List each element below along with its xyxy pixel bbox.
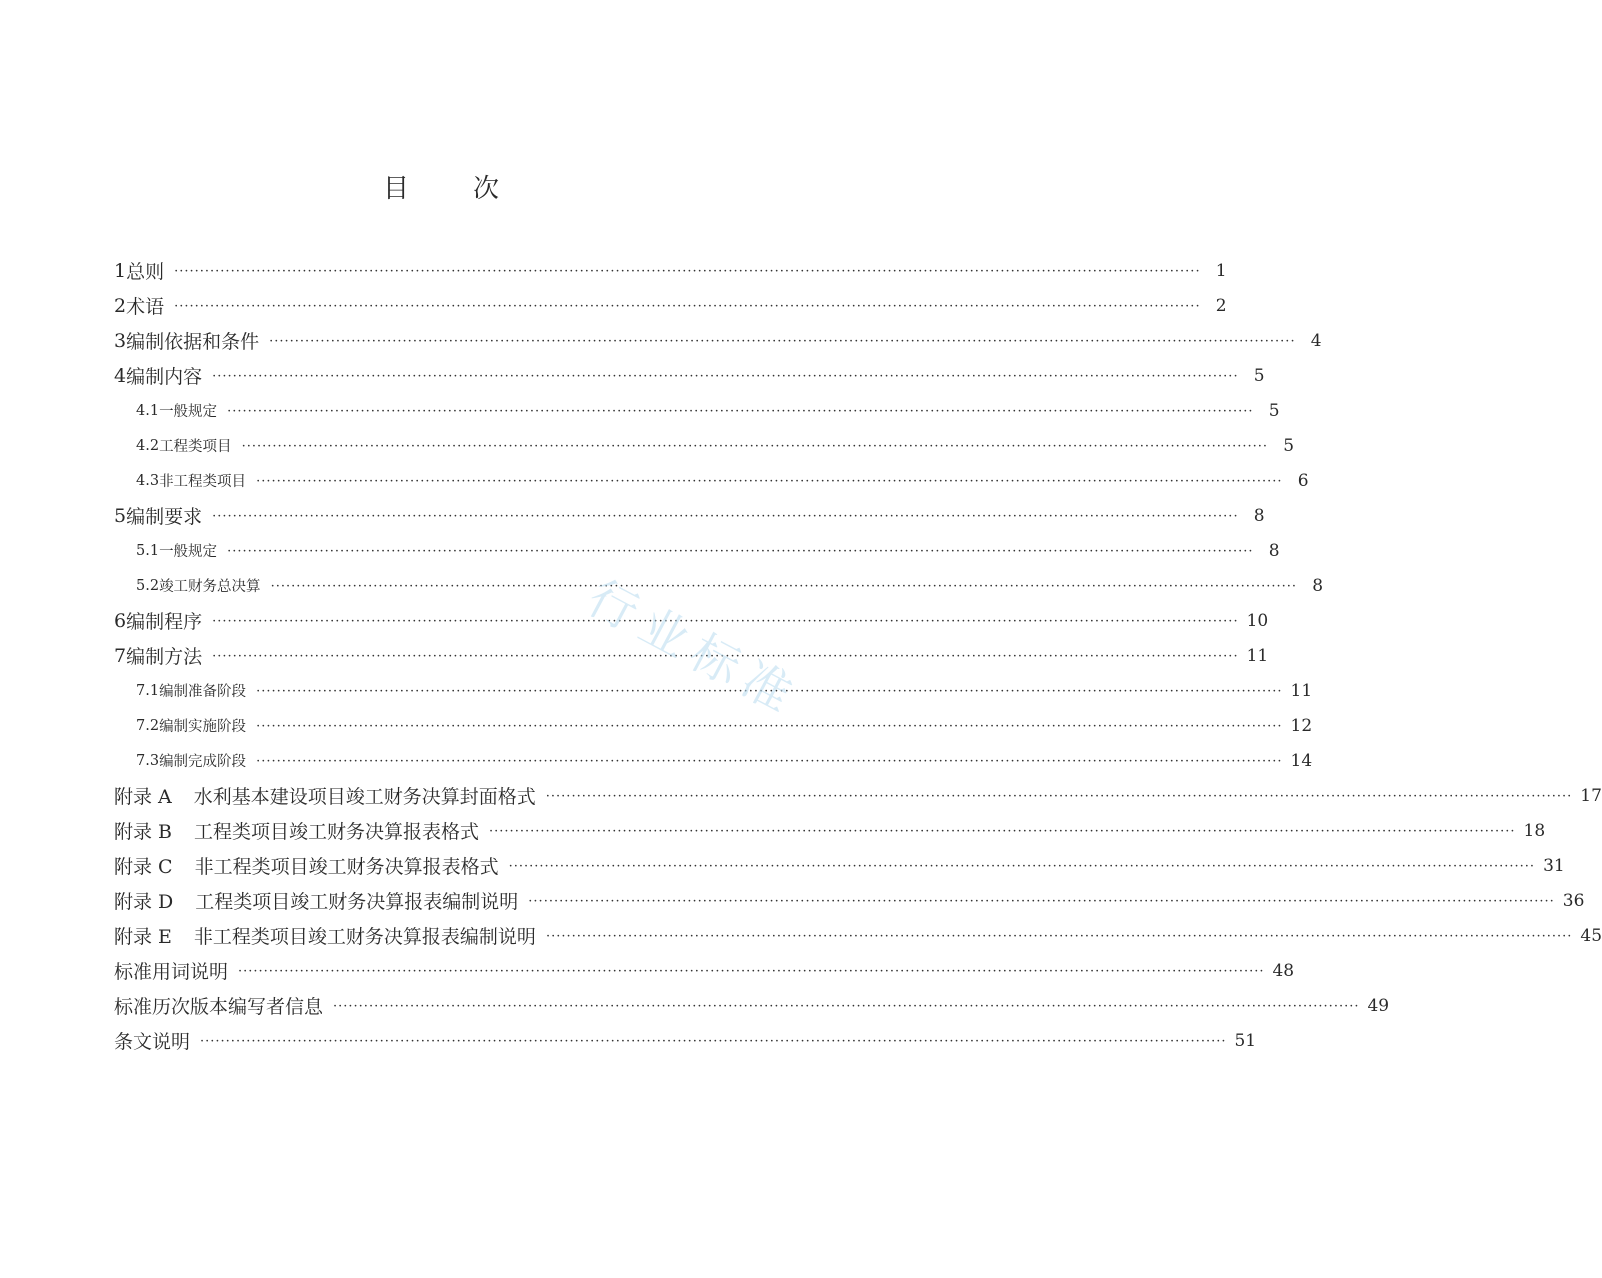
toc-entry-page-number: 11 [1290,680,1313,701]
toc-entry[interactable] [114,813,1546,848]
toc-entry-title: 编制实施阶段 [159,719,247,735]
toc-entry-number: 4.3 [136,472,160,489]
toc-dot-leader: ········································································································································································································ [256,754,1283,769]
toc-entry-title: 编制依据和条件 [126,331,260,353]
toc-entry-title: 竣工财务总决算 [159,579,261,595]
toc-entry[interactable] [114,953,1295,988]
toc-dot-leader: ········································································································································································································ [238,964,1265,979]
toc-entry-title: 总则 [126,261,165,283]
toc-entry[interactable] [114,743,1313,778]
toc-entry-page-number: 17 [1580,785,1602,806]
watermark: 行业标准 [578,569,810,729]
toc-entry-page-number: 31 [1543,855,1565,876]
toc-entry[interactable] [114,708,1313,743]
toc-dot-leader: ········································································································································································································ [489,824,1516,839]
toc-entry-title: 工程类项目 [159,439,232,455]
toc-entry-title: 条文说明 [114,1031,191,1053]
toc-dot-leader: ········································································································································································································ [270,579,1298,594]
toc-dot-leader: ········································································································································································································ [227,544,1254,559]
toc-entry-page-number: 8 [1253,505,1265,526]
toc-entry-title: 一般规定 [159,544,218,560]
toc-entry[interactable] [114,603,1269,638]
toc-dot-leader: ········································································································································································································ [227,404,1254,419]
toc-entry[interactable] [114,638,1269,673]
toc-entry-number: 5.1 [136,542,160,559]
toc-dot-leader: ········································································································································································································ [545,789,1573,804]
toc-entry-number: 2 [114,294,127,317]
toc-entry-title: 一般规定 [159,404,218,420]
toc-entry-number: 7 [114,644,127,667]
toc-entry[interactable] [114,848,1565,883]
toc-entry-page-number: 5 [1268,400,1280,421]
toc-dot-leader: ········································································································································································································ [256,719,1283,734]
toc-entry-page-number: 5 [1253,365,1265,386]
toc-entry-title: 编制程序 [126,611,203,633]
toc-entry-number: 6 [114,609,127,632]
toc-entry-page-number: 5 [1283,435,1295,456]
toc-entry-title: 编制准备阶段 [159,684,247,700]
toc-entry[interactable] [114,463,1309,498]
toc-entry[interactable] [114,1023,1257,1058]
toc-entry-title: 编制要求 [126,506,203,528]
toc-entry-title: 编制内容 [126,366,203,388]
toc-entry-number: 5 [114,504,127,527]
toc-entry[interactable] [114,393,1280,428]
toc-entry-page-number: 4 [1310,330,1322,351]
toc-entry-title: 标准用词说明 [114,961,229,983]
toc-entry[interactable] [114,883,1585,918]
toc-entry-page-number: 51 [1234,1030,1257,1051]
toc-dot-leader: ········································································································································································································ [256,474,1283,489]
toc-entry-page-number: 2 [1215,295,1227,316]
toc-entry[interactable] [114,358,1265,393]
toc-entry-number: 3 [114,329,127,352]
toc-entry-title: 工程类项目竣工财务决算报表格式 [194,821,480,843]
toc-entry-title: 术语 [126,296,165,318]
toc-entry-title: 标准历次版本编写者信息 [114,996,324,1018]
toc-entry-page-number: 8 [1268,540,1280,561]
toc-entry-title: 工程类项目竣工财务决算报表编制说明 [195,891,519,913]
toc-dot-leader: ········································································································································································································ [212,614,1239,629]
toc-entry-number: 7.2 [136,717,160,734]
toc-dot-leader: ········································································································································································································ [528,894,1555,909]
toc-dot-leader: ········································································································································································································ [212,509,1239,524]
toc-entry-page-number: 49 [1367,995,1390,1016]
table-of-contents [114,253,1602,1058]
toc-entry-page-number: 36 [1562,890,1585,911]
toc-entry-title: 非工程类项目竣工财务决算报表编制说明 [193,926,536,948]
toc-entry[interactable] [114,918,1602,953]
toc-dot-leader: ········································································································································································································ [212,649,1239,664]
toc-entry-number: 4.2 [136,437,160,454]
toc-entry-page-number: 12 [1290,715,1313,736]
toc-entry-number: 7.3 [136,752,160,769]
toc-dot-leader: ········································································································································································································ [333,999,1360,1014]
toc-dot-leader: ········································································································································································································ [269,334,1296,349]
toc-entry[interactable] [114,533,1280,568]
toc-dot-leader: ········································································································································································································ [256,684,1283,699]
toc-entry-number: 5.2 [136,577,160,594]
toc-entry-page-number: 48 [1272,960,1295,981]
toc-entry-title: 编制方法 [126,646,203,668]
toc-entry[interactable] [114,428,1295,463]
toc-dot-leader: ········································································································································································································ [212,369,1239,384]
toc-entry[interactable] [114,778,1602,813]
toc-entry-page-number: 8 [1312,575,1324,596]
toc-entry-number: 附录 B [114,821,173,843]
toc-entry[interactable] [114,498,1265,533]
title-char-2: 次 [473,174,500,204]
toc-dot-leader: ········································································································································································································ [174,264,1201,279]
toc-entry-number: 1 [114,259,127,282]
toc-entry-page-number: 14 [1290,750,1313,771]
toc-entry-number: 附录 D [114,891,174,913]
toc-entry-page-number: 10 [1246,610,1269,631]
toc-entry-title: 非工程类项目竣工财务决算报表格式 [194,856,499,878]
toc-entry-number: 7.1 [136,682,160,699]
page-title [0,168,882,205]
toc-entry[interactable] [114,323,1322,358]
toc-entry[interactable] [114,253,1227,288]
toc-entry[interactable] [114,673,1313,708]
toc-entry-number: 附录 A [114,786,172,808]
toc-dot-leader: ········································································································································································································ [241,439,1269,454]
toc-entry-number: 4 [114,364,127,387]
toc-entry[interactable] [114,988,1390,1023]
toc-entry[interactable] [114,288,1227,323]
toc-entry-page-number: 6 [1297,470,1309,491]
toc-entry-title: 水利基本建设项目竣工财务决算封面格式 [193,786,536,808]
toc-entry-page-number: 45 [1580,925,1602,946]
toc-entry-page-number: 1 [1215,260,1227,281]
title-char-1: 目 [382,174,409,204]
toc-dot-leader: ········································································································································································································ [174,299,1201,314]
toc-entry-title: 非工程类项目 [159,474,247,490]
toc-entry-number: 附录 C [114,856,173,878]
toc-entry-page-number: 11 [1246,645,1269,666]
toc-dot-leader: ········································································································································································································ [545,929,1573,944]
toc-entry-number: 附录 E [114,926,172,948]
toc-entry-page-number: 18 [1523,820,1546,841]
toc-entry-number: 4.1 [136,402,160,419]
toc-entry[interactable] [114,568,1324,603]
toc-entry-title: 编制完成阶段 [159,754,247,770]
toc-dot-leader: ········································································································································································································ [200,1034,1227,1049]
toc-dot-leader: ········································································································································································································ [508,859,1536,874]
